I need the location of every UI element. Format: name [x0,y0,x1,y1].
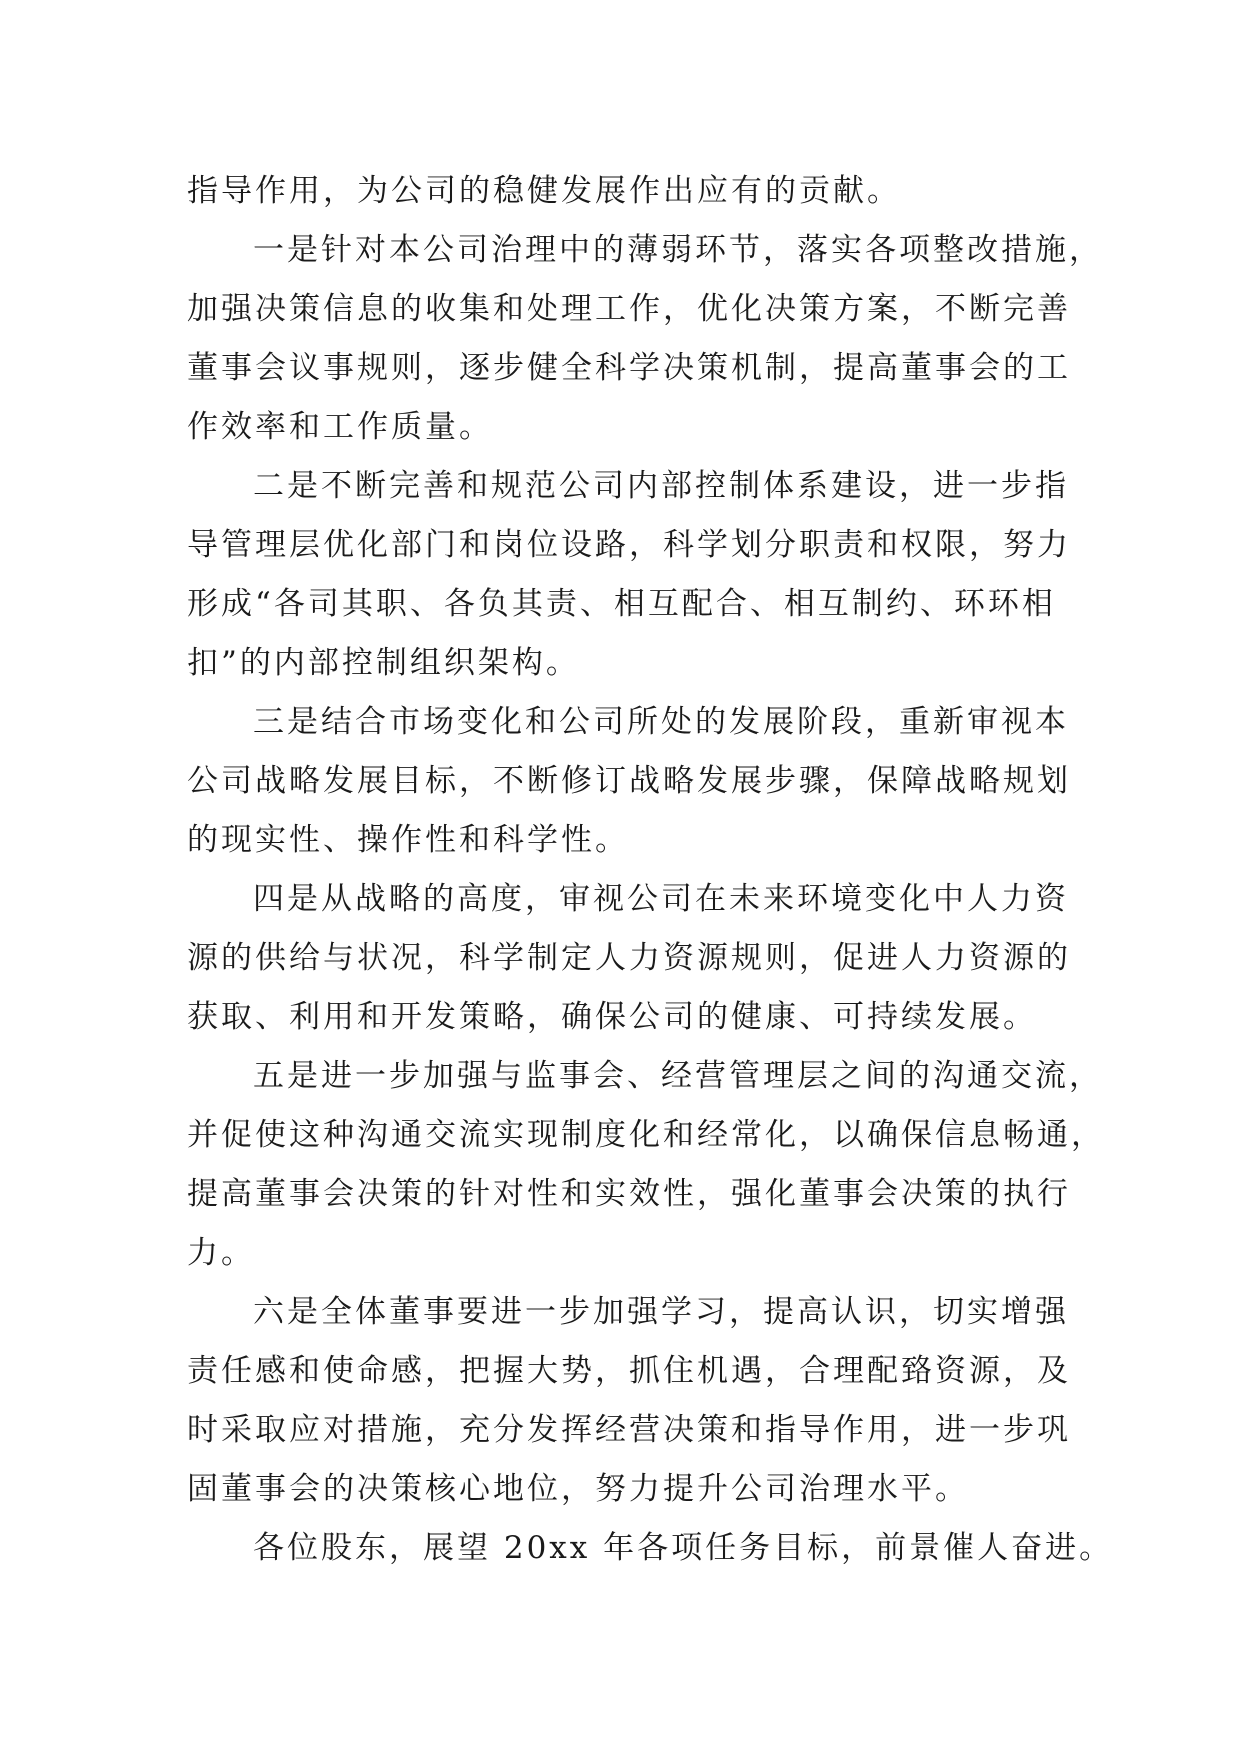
text-line: 加强决策信息的收集和处理工作，优化决策方案，不断完善 [187,291,1071,327]
text-line: 各位股东，展望 20xx 年各项任务目标，前景催人奋进。 [253,1530,1114,1566]
paragraph-closing-statement [187,162,1087,221]
text-line: 导管理层优化部门和岗位设路，科学划分职责和权限，努力 [187,527,1071,563]
text-line: 形成“各司其职、各负其责、相互配合、相互制约、环环相 [187,586,1056,622]
text-line: 董事会议事规则，逐步健全科学决策机制，提高董事会的工 [187,350,1071,386]
text-line: 时采取应对措施，充分发挥经营决策和指导作用，进一步巩 [187,1412,1071,1448]
text-line: 获取、利用和开发策略，确保公司的健康、可持续发展。 [187,999,1037,1035]
paragraph-item-three [187,693,1087,870]
paragraph-item-four [187,870,1087,1047]
text-line: 固董事会的决策核心地位，努力提升公司治理水平。 [187,1471,969,1507]
paragraph-outlook [187,1519,1114,1578]
text-line: 并促使这种沟通交流实现制度化和经常化，以确保信息畅通， [187,1117,1105,1153]
text-line: 的现实性、操作性和科学性。 [187,822,629,858]
text-line: 二是不断完善和规范公司内部控制体系建设，进一步指 [253,468,1069,504]
text-line: 一是针对本公司治理中的薄弱环节，落实各项整改措施， [253,232,1103,268]
text-line: 公司战略发展目标，不断修订战略发展步骤，保障战略规划 [187,763,1071,799]
text-line: 六是全体董事要进一步加强学习，提高认识，切实增强 [253,1294,1069,1330]
text-line: 责任感和使命感，把握大势，抓住机遇，合理配臵资源，及 [187,1353,1071,1389]
paragraph-item-five [187,1047,1105,1283]
document-body [187,162,1114,1578]
text-line: 四是从战略的高度，审视公司在未来环境变化中人力资 [253,881,1069,917]
paragraph-item-two [187,457,1087,693]
paragraph-item-six [187,1283,1087,1519]
text-line: 作效率和工作质量。 [187,409,493,445]
text-line: 指导作用，为公司的稳健发展作出应有的贡献。 [187,173,901,209]
paragraph-item-one [187,221,1103,457]
text-line: 三是结合市场变化和公司所处的发展阶段，重新审视本 [253,704,1069,740]
text-line: 提高董事会决策的针对性和实效性，强化董事会决策的执行 [187,1176,1071,1212]
text-line: 五是进一步加强与监事会、经营管理层之间的沟通交流， [253,1058,1103,1094]
text-line: 源的供给与状况，科学制定人力资源规则，促进人力资源的 [187,940,1071,976]
text-line: 扣”的内部控制组织架构。 [187,645,580,681]
text-line: 力。 [187,1235,255,1271]
